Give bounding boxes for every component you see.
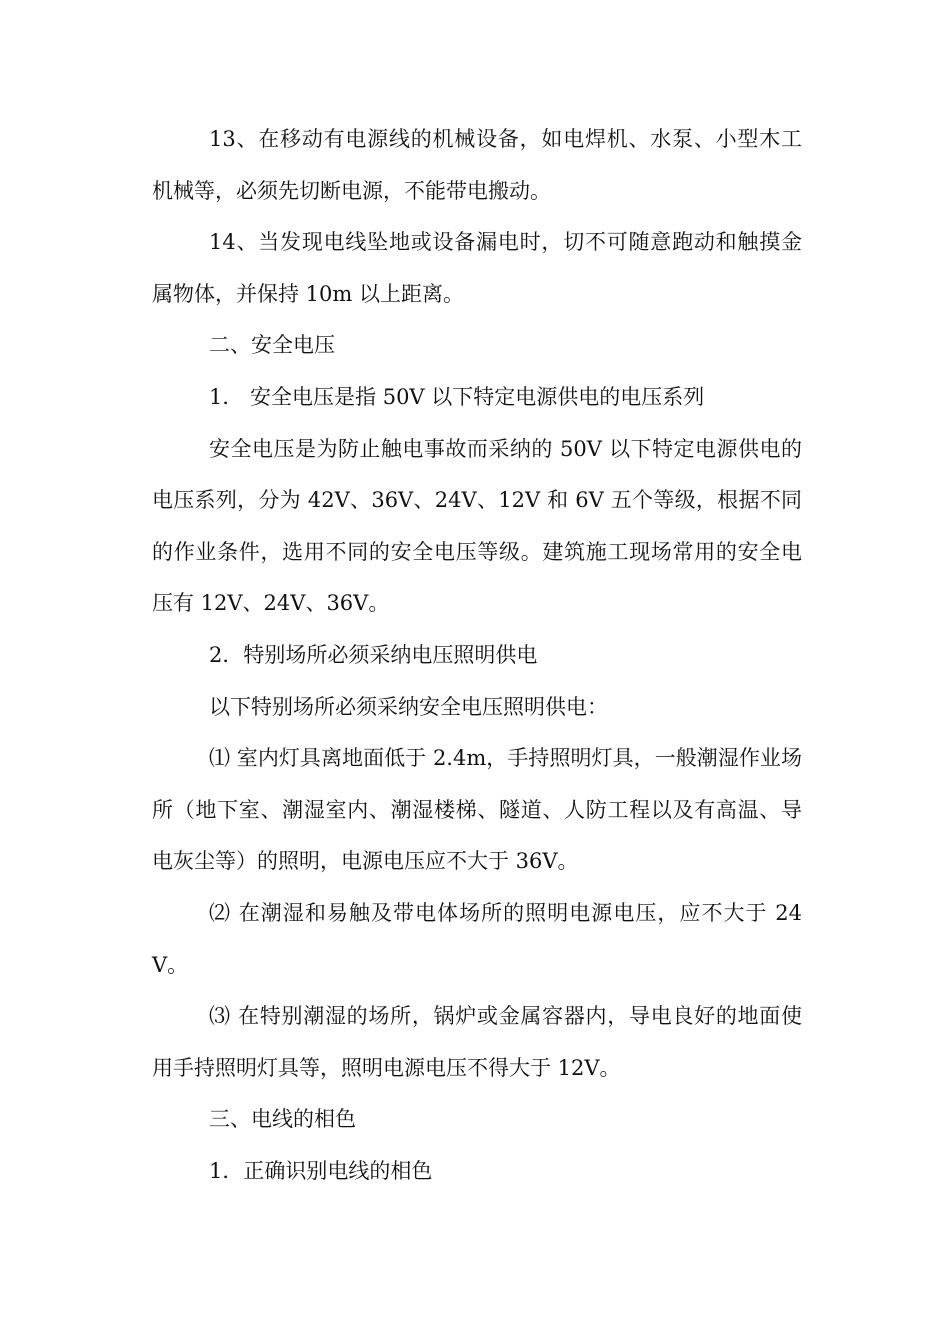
subheading-identify-wire-colors: 1．正确识别电线的相色	[209, 1158, 433, 1183]
section-heading-safety-voltage: 二、安全电压	[209, 333, 335, 358]
section-heading-wire-phase-colors: 三、电线的相色	[209, 1107, 356, 1132]
document-body	[152, 114, 802, 1197]
list-item-24v: ⑵ 在潮湿和易触及带电体场所的照明电源电压，应不大于 24V。	[152, 900, 802, 977]
paragraph-safety-voltage-description: 安全电压是为防止触电事故而采纳的 50V 以下特定电源供电的电压系列，分为 42V、36V、24V、12V 和 6V 五个等级，根据不同的作业条件，选用不同的安全电压等级。建筑施工现场常用的安全电压有 12V、24V、36V。	[152, 436, 802, 616]
list-item-12v: ⑶ 在特别潮湿的场所，锅炉或金属容器内，导电良好的地面使用手持照明灯具等，照明电源电压不得大于 12V。	[152, 1004, 802, 1080]
paragraph-item-13: 13、在移动有电源线的机械设备，如电焊机、水泵、小型木工机械等，必须先切断电源，不能带电搬动。	[152, 127, 802, 203]
paragraph-item-14: 14、当发现电线坠地或设备漏电时，切不可随意跑动和触摸金属物体，并保持 10m 以上距离。	[152, 230, 802, 306]
subheading-safety-voltage-definition: 1． 安全电压是指 50V 以下特定电源供电的电压系列	[209, 384, 705, 409]
subheading-special-places: 2．特别场所必须采纳电压照明供电	[209, 642, 538, 667]
paragraph-special-places-intro: 以下特别场所必须采纳安全电压照明供电：	[209, 694, 608, 719]
list-item-36v: ⑴ 室内灯具离地面低于 2.4m，手持照明灯具，一般潮湿作业场所（地下室、潮湿室内、潮湿楼梯、隧道、人防工程以及有高温、导电灰尘等）的照明，电源电压应不大于 36V。	[152, 746, 802, 874]
